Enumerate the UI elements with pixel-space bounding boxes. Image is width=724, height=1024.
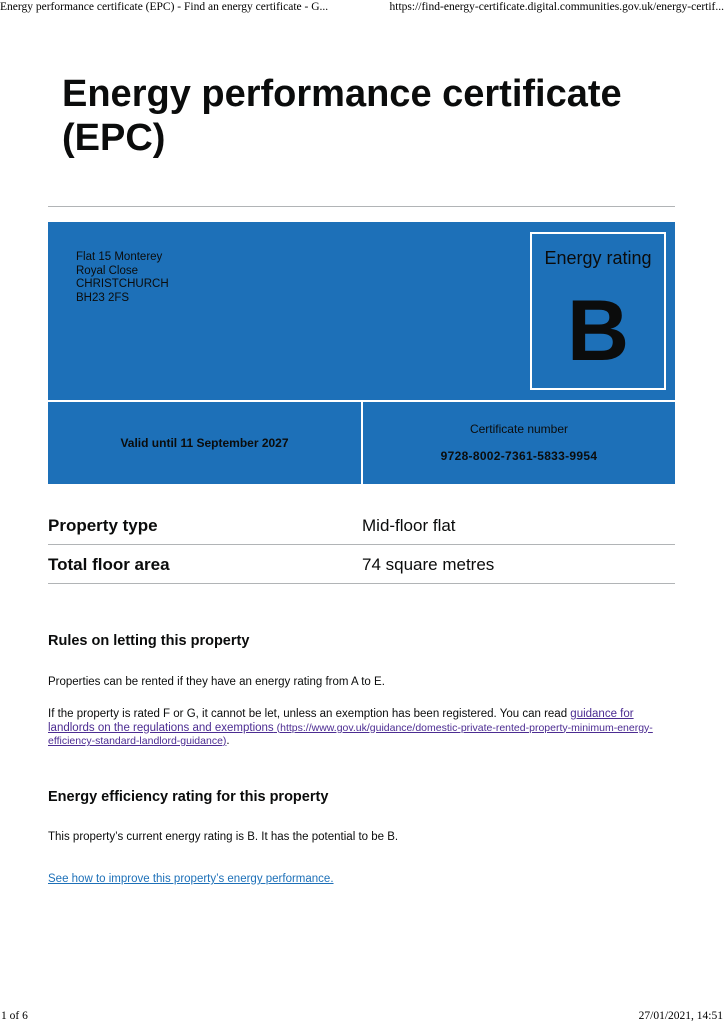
landlord-guidance-url[interactable]: (https://www.gov.uk/guidance/domestic-private-rented-property-minimum-energy-efficiency-standard-landlord-guidance) <box>48 721 653 747</box>
property-address <box>76 251 169 305</box>
address-line: Royal Close <box>76 264 138 277</box>
summary-value: 74 square metres <box>362 555 495 574</box>
page-title: Energy performance certificate (EPC) <box>62 73 622 159</box>
rules-paragraph: Properties can be rented if they have an energy rating from A to E. <box>48 676 385 688</box>
summary-row-property-type <box>48 506 675 545</box>
summary-key: Property type <box>48 516 158 535</box>
efficiency-paragraph: This property’s current energy rating is B. It has the potential to be B. <box>48 831 399 843</box>
rules-heading: Rules on letting this property <box>48 633 250 649</box>
address-line: Flat 15 Monterey <box>76 251 163 263</box>
address-line: BH23 2FS <box>76 291 130 304</box>
section-divider <box>48 206 675 207</box>
summary-key: Total floor area <box>48 555 170 574</box>
summary-value: Mid-floor flat <box>362 516 456 535</box>
print-footer <box>0 1008 724 1024</box>
certificate-number-block <box>363 402 675 484</box>
landlord-guidance-link[interactable]: guidance for landlords on the regulations and exemptions <box>48 708 634 734</box>
energy-rating-label: Energy rating <box>544 248 652 268</box>
improve-performance-link[interactable]: See how to improve this property’s energy performance. <box>48 873 334 885</box>
exemptions-paragraph <box>48 708 675 749</box>
valid-until: Valid until 11 September 2027 <box>120 436 289 450</box>
epc-rating-card <box>48 222 675 484</box>
property-summary-list <box>48 506 675 584</box>
print-header-url: https://find-energy-certificate.digital.communities.gov.uk/energy-certif... <box>389 1 724 13</box>
print-header <box>0 0 724 16</box>
print-footer-page-count: 1 of 6 <box>1 1010 28 1022</box>
exemptions-text: If the property is rated F or G, it cannot be let, unless an exemption has been registered. You can read <box>48 708 571 720</box>
efficiency-heading: Energy efficiency rating for this property <box>48 789 329 805</box>
address-line: CHRISTCHURCH <box>76 278 169 290</box>
certificate-number-label: Certificate number <box>469 422 569 436</box>
energy-rating-letter: B <box>566 283 630 379</box>
summary-row-floor-area <box>48 545 675 584</box>
print-footer-datetime: 27/01/2021, 14:51 <box>638 1010 723 1022</box>
print-header-page-title: Energy performance certificate (EPC) - Find an energy certificate - G... <box>0 1 329 13</box>
exemptions-text-end: . <box>226 735 230 747</box>
certificate-number: 9728-8002-7361-5833-9954 <box>440 449 598 463</box>
energy-rating-box <box>530 232 666 390</box>
